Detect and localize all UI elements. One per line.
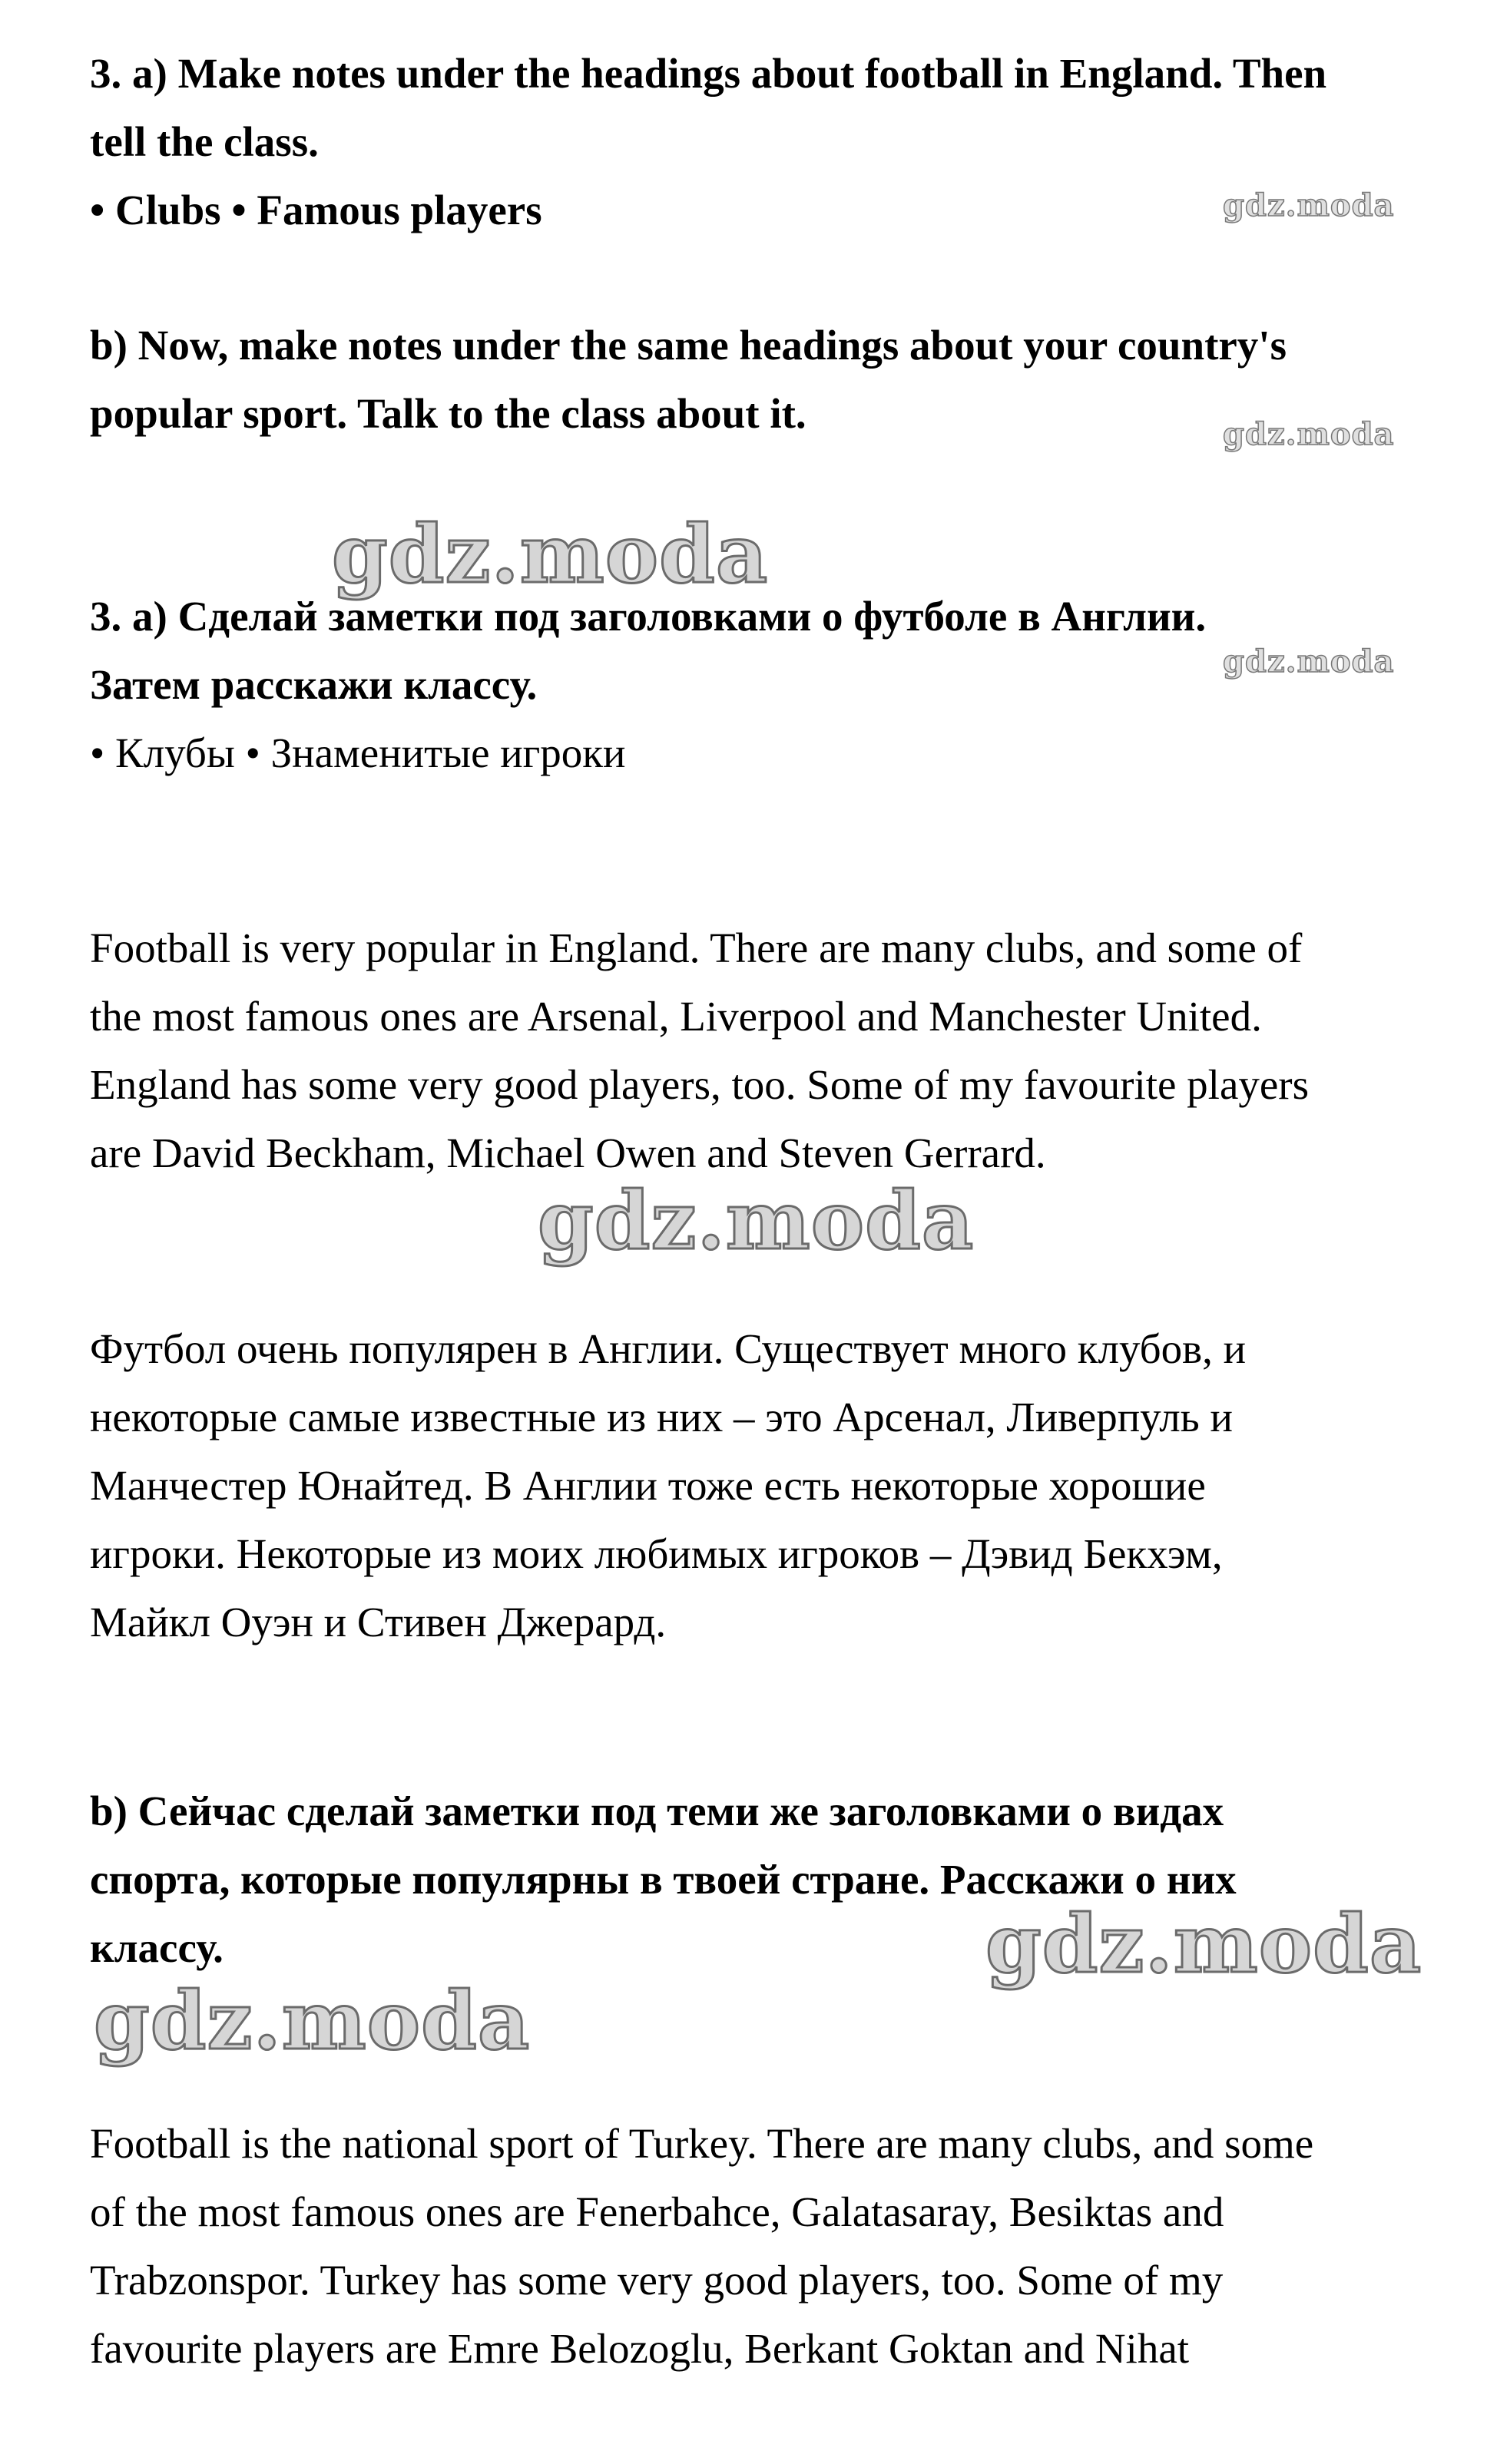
task-3b-english-line-2: popular sport. Talk to the class about it.	[90, 390, 806, 437]
answer-england-english-line-2: the most famous ones are Arsenal, Liverpool and Manchester United.	[90, 993, 1262, 1040]
task-3b-english-line-1: b) Now, make notes under the same headings about your country's	[90, 322, 1287, 369]
task-3a-russian-line-1: 3. a) Сделай заметки под заголовками о футболе в Англии.	[90, 593, 1207, 640]
answer-england-russian-line-3: Манчестер Юнайтед. В Англии тоже есть некоторые хорошие	[90, 1462, 1206, 1509]
watermark-large-4: gdz.moda	[94, 1973, 531, 2068]
answer-england-russian-line-1: Футбол очень популярен в Англии. Существует много клубов, и	[90, 1325, 1247, 1372]
answer-england-english-line-1: Football is very popular in England. There are many clubs, and some of	[90, 924, 1303, 971]
task-3b-russian-line-3: классу.	[90, 1924, 224, 1971]
watermark-large-2: gdz.moda	[538, 1173, 975, 1268]
task-3a-russian	[90, 582, 1426, 787]
answer-turkey-english-line-1: Football is the national sport of Turkey. There are many clubs, and some	[90, 2120, 1314, 2167]
task-3a-english-headings: • Clubs • Famous players	[90, 187, 542, 233]
watermark-large-3: gdz.moda	[985, 1897, 1422, 1991]
answer-england-russian-line-4: игроки. Некоторые из моих любимых игроков – Дэвид Бекхэм,	[90, 1530, 1223, 1577]
watermark-small-1: gdz.moda	[1223, 187, 1395, 223]
task-3a-russian-headings: • Клубы • Знаменитые игроки	[90, 729, 626, 776]
watermark-small-3: gdz.moda	[1223, 643, 1395, 680]
answer-england-english-line-4: are David Beckham, Michael Owen and Steven Gerrard.	[90, 1129, 1046, 1176]
task-3a-english-line-2: tell the class.	[90, 118, 319, 165]
answer-england-english-line-3: England has some very good players, too. Some of my favourite players	[90, 1061, 1309, 1108]
answer-england-russian-line-5: Майкл Оуэн и Стивен Джерард.	[90, 1599, 667, 1645]
watermark-large-1: gdz.moda	[332, 507, 769, 601]
answer-turkey-english-line-2: of the most famous ones are Fenerbahce, Galatasaray, Besiktas and	[90, 2188, 1224, 2235]
answer-england-english	[90, 914, 1426, 1187]
answer-turkey-english-line-3: Trabzonspor. Turkey has some very good players, too. Some of my	[90, 2257, 1224, 2304]
answer-turkey-english-line-4: favourite players are Emre Belozoglu, Berkant Goktan and Nihat	[90, 2325, 1190, 2372]
task-3a-russian-line-2: Затем расскажи классу.	[90, 661, 538, 708]
task-3b-russian-line-2: спорта, которые популярны в твоей стране. Расскажи о них	[90, 1856, 1237, 1903]
watermark-small-2: gdz.moda	[1223, 416, 1395, 452]
answer-turkey-english	[90, 2109, 1426, 2383]
task-3a-english-line-1: 3. a) Make notes under the headings about football in England. Then	[90, 50, 1327, 97]
answer-england-russian-line-2: некоторые самые известные из них – это Арсенал, Ливерпуль и	[90, 1394, 1233, 1440]
answer-england-russian	[90, 1315, 1426, 1656]
task-3b-russian-line-1: b) Сейчас сделай заметки под теми же заголовками о видах	[90, 1788, 1224, 1834]
